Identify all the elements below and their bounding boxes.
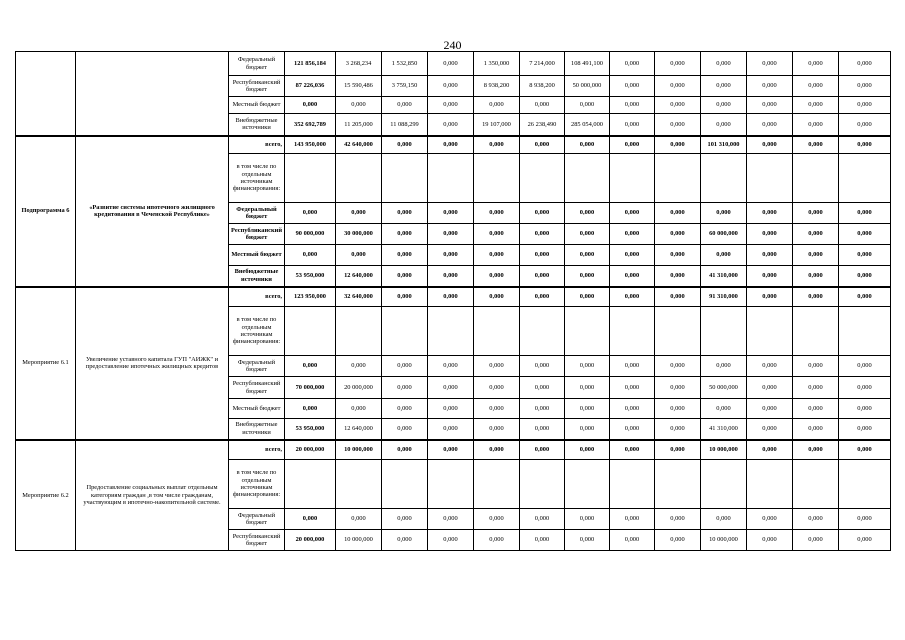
value-cell: 19 107,000	[474, 114, 520, 136]
value-cell	[701, 154, 747, 203]
value-cell: 0,000	[655, 245, 701, 266]
value-cell: 0,000	[520, 245, 565, 266]
funding-source-label: Республиканский бюджет	[229, 530, 285, 551]
value-cell: 0,000	[474, 203, 520, 224]
value-cell: 0,000	[336, 97, 382, 114]
value-cell: 0,000	[655, 356, 701, 377]
value-cell: 0,000	[428, 377, 474, 399]
value-cell: 0,000	[655, 97, 701, 114]
program-code: Мероприятие 6.2	[16, 440, 76, 551]
total-cell: 121 856,184	[285, 52, 336, 76]
value-cell	[655, 154, 701, 203]
value-cell: 0,000	[839, 76, 891, 97]
total-cell: 20 000,000	[285, 530, 336, 551]
value-cell: 0,000	[565, 440, 610, 460]
value-cell: 0,000	[565, 224, 610, 245]
value-cell: 0,000	[747, 530, 793, 551]
value-cell: 0,000	[565, 97, 610, 114]
funding-source-label: в том числе по отдельным источникам финансирования:	[229, 154, 285, 203]
value-cell: 0,000	[382, 377, 428, 399]
value-cell: 0,000	[655, 419, 701, 440]
value-cell: 0,000	[610, 419, 655, 440]
value-cell: 0,000	[793, 356, 839, 377]
value-cell: 0,000	[428, 245, 474, 266]
value-cell: 41 310,000	[701, 266, 747, 287]
total-cell: 352 692,789	[285, 114, 336, 136]
value-cell: 0,000	[610, 440, 655, 460]
total-cell: 53 950,000	[285, 266, 336, 287]
value-cell: 10 000,000	[336, 530, 382, 551]
value-cell: 0,000	[839, 419, 891, 440]
value-cell: 0,000	[610, 287, 655, 307]
funding-source-label: Федеральный бюджет	[229, 52, 285, 76]
value-cell: 0,000	[793, 266, 839, 287]
value-cell	[655, 460, 701, 509]
value-cell: 0,000	[336, 245, 382, 266]
funding-source-label: всего,	[229, 287, 285, 307]
value-cell: 0,000	[382, 97, 428, 114]
value-cell: 0,000	[474, 509, 520, 530]
value-cell: 0,000	[839, 356, 891, 377]
value-cell: 0,000	[701, 114, 747, 136]
value-cell: 0,000	[428, 530, 474, 551]
total-cell	[285, 154, 336, 203]
value-cell: 0,000	[839, 224, 891, 245]
value-cell	[474, 460, 520, 509]
value-cell: 0,000	[839, 136, 891, 154]
value-cell: 8 938,200	[474, 76, 520, 97]
value-cell: 0,000	[701, 509, 747, 530]
value-cell: 0,000	[747, 509, 793, 530]
value-cell: 0,000	[655, 287, 701, 307]
value-cell: 0,000	[520, 287, 565, 307]
value-cell: 0,000	[839, 245, 891, 266]
value-cell	[747, 307, 793, 356]
value-cell: 0,000	[747, 224, 793, 245]
value-cell: 0,000	[701, 203, 747, 224]
value-cell: 0,000	[474, 377, 520, 399]
value-cell: 0,000	[610, 509, 655, 530]
value-cell: 1 532,850	[382, 52, 428, 76]
value-cell: 0,000	[428, 356, 474, 377]
value-cell: 0,000	[520, 530, 565, 551]
value-cell	[839, 307, 891, 356]
value-cell	[474, 307, 520, 356]
value-cell: 0,000	[610, 114, 655, 136]
value-cell: 0,000	[839, 203, 891, 224]
value-cell: 0,000	[382, 287, 428, 307]
value-cell: 8 938,200	[520, 76, 565, 97]
funding-source-label: всего,	[229, 136, 285, 154]
value-cell: 0,000	[428, 114, 474, 136]
total-cell	[285, 307, 336, 356]
total-cell: 123 950,000	[285, 287, 336, 307]
value-cell: 0,000	[747, 399, 793, 419]
value-cell: 0,000	[520, 356, 565, 377]
value-cell: 0,000	[474, 440, 520, 460]
value-cell: 0,000	[520, 419, 565, 440]
value-cell: 0,000	[747, 356, 793, 377]
funding-table	[15, 51, 891, 551]
value-cell: 0,000	[701, 245, 747, 266]
total-cell: 0,000	[285, 203, 336, 224]
value-cell: 0,000	[428, 419, 474, 440]
value-cell: 0,000	[336, 399, 382, 419]
value-cell: 101 310,000	[701, 136, 747, 154]
value-cell	[428, 460, 474, 509]
value-cell: 0,000	[382, 203, 428, 224]
value-cell: 0,000	[565, 136, 610, 154]
value-cell: 0,000	[610, 377, 655, 399]
value-cell: 0,000	[610, 136, 655, 154]
total-cell: 0,000	[285, 245, 336, 266]
value-cell: 0,000	[655, 76, 701, 97]
value-cell: 0,000	[747, 114, 793, 136]
value-cell: 0,000	[336, 203, 382, 224]
value-cell: 12 640,000	[336, 419, 382, 440]
value-cell: 11 205,000	[336, 114, 382, 136]
value-cell: 0,000	[428, 136, 474, 154]
value-cell: 0,000	[793, 52, 839, 76]
value-cell: 0,000	[793, 509, 839, 530]
funding-source-label: Местный бюджет	[229, 245, 285, 266]
value-cell: 0,000	[382, 266, 428, 287]
value-cell: 0,000	[565, 509, 610, 530]
value-cell: 0,000	[474, 419, 520, 440]
value-cell: 108 491,100	[565, 52, 610, 76]
value-cell: 0,000	[793, 136, 839, 154]
value-cell: 0,000	[565, 266, 610, 287]
value-cell: 0,000	[610, 224, 655, 245]
value-cell: 0,000	[565, 245, 610, 266]
value-cell: 0,000	[839, 114, 891, 136]
funding-source-label: Внебюджетные источники	[229, 266, 285, 287]
value-cell: 0,000	[474, 224, 520, 245]
program-code: Подпрограмма 6	[16, 136, 76, 287]
value-cell	[701, 307, 747, 356]
value-cell: 0,000	[336, 356, 382, 377]
value-cell: 0,000	[747, 52, 793, 76]
value-cell: 12 640,000	[336, 266, 382, 287]
value-cell: 3 268,234	[336, 52, 382, 76]
value-cell: 0,000	[474, 356, 520, 377]
value-cell: 0,000	[655, 266, 701, 287]
value-cell	[428, 307, 474, 356]
value-cell: 0,000	[428, 399, 474, 419]
value-cell: 0,000	[610, 203, 655, 224]
value-cell: 7 214,000	[520, 52, 565, 76]
value-cell	[382, 154, 428, 203]
value-cell: 0,000	[428, 97, 474, 114]
funding-source-label: Федеральный бюджет	[229, 356, 285, 377]
value-cell: 0,000	[839, 97, 891, 114]
funding-source-label: Внебюджетные источники	[229, 114, 285, 136]
value-cell: 0,000	[520, 136, 565, 154]
value-cell: 0,000	[793, 224, 839, 245]
funding-source-label: Федеральный бюджет	[229, 203, 285, 224]
value-cell: 1 350,000	[474, 52, 520, 76]
value-cell	[793, 307, 839, 356]
value-cell: 0,000	[428, 440, 474, 460]
value-cell	[610, 307, 655, 356]
value-cell: 0,000	[839, 440, 891, 460]
value-cell: 0,000	[428, 52, 474, 76]
value-cell: 0,000	[610, 52, 655, 76]
value-cell: 0,000	[793, 440, 839, 460]
total-cell: 90 000,000	[285, 224, 336, 245]
value-cell: 0,000	[520, 266, 565, 287]
value-cell: 0,000	[520, 224, 565, 245]
value-cell: 26 238,490	[520, 114, 565, 136]
value-cell: 0,000	[701, 52, 747, 76]
value-cell: 0,000	[793, 377, 839, 399]
funding-source-label: Местный бюджет	[229, 399, 285, 419]
value-cell: 91 310,000	[701, 287, 747, 307]
value-cell: 0,000	[655, 52, 701, 76]
value-cell: 0,000	[382, 356, 428, 377]
value-cell	[701, 460, 747, 509]
table-row	[16, 440, 891, 460]
value-cell: 0,000	[747, 136, 793, 154]
value-cell: 0,000	[382, 509, 428, 530]
table-row	[16, 52, 891, 76]
value-cell: 60 000,000	[701, 224, 747, 245]
total-cell: 87 226,036	[285, 76, 336, 97]
page-number: 240	[443, 38, 462, 52]
value-cell: 0,000	[428, 224, 474, 245]
value-cell: 0,000	[655, 509, 701, 530]
value-cell: 0,000	[565, 399, 610, 419]
value-cell: 11 088,299	[382, 114, 428, 136]
program-code: Мероприятие 6.1	[16, 287, 76, 440]
total-cell: 53 950,000	[285, 419, 336, 440]
value-cell: 0,000	[520, 440, 565, 460]
funding-source-label: Внебюджетные источники	[229, 419, 285, 440]
value-cell: 0,000	[382, 136, 428, 154]
value-cell: 0,000	[565, 356, 610, 377]
value-cell: 0,000	[382, 440, 428, 460]
funding-source-label: в том числе по отдельным источникам финансирования:	[229, 460, 285, 509]
total-cell	[285, 460, 336, 509]
value-cell: 0,000	[839, 266, 891, 287]
value-cell	[520, 154, 565, 203]
value-cell: 0,000	[655, 377, 701, 399]
value-cell: 0,000	[520, 203, 565, 224]
funding-source-label: Федеральный бюджет	[229, 509, 285, 530]
value-cell: 20 000,000	[336, 377, 382, 399]
value-cell: 10 000,000	[336, 440, 382, 460]
value-cell	[565, 460, 610, 509]
value-cell: 0,000	[565, 419, 610, 440]
table-row	[16, 136, 891, 154]
value-cell: 0,000	[565, 287, 610, 307]
value-cell	[747, 154, 793, 203]
value-cell: 0,000	[610, 530, 655, 551]
value-cell: 0,000	[839, 377, 891, 399]
value-cell	[382, 460, 428, 509]
total-cell: 0,000	[285, 97, 336, 114]
value-cell: 42 640,000	[336, 136, 382, 154]
value-cell	[428, 154, 474, 203]
value-cell: 0,000	[747, 287, 793, 307]
value-cell: 0,000	[655, 530, 701, 551]
value-cell: 0,000	[474, 266, 520, 287]
value-cell	[839, 154, 891, 203]
value-cell: 0,000	[747, 266, 793, 287]
value-cell: 0,000	[793, 287, 839, 307]
value-cell: 0,000	[474, 136, 520, 154]
value-cell: 0,000	[655, 440, 701, 460]
value-cell: 0,000	[701, 76, 747, 97]
value-cell: 0,000	[747, 419, 793, 440]
value-cell	[747, 460, 793, 509]
value-cell: 0,000	[655, 203, 701, 224]
value-cell: 0,000	[382, 224, 428, 245]
value-cell: 50 000,000	[565, 76, 610, 97]
total-cell: 143 950,000	[285, 136, 336, 154]
value-cell: 0,000	[474, 530, 520, 551]
value-cell: 0,000	[655, 136, 701, 154]
value-cell: 0,000	[474, 287, 520, 307]
value-cell: 0,000	[793, 245, 839, 266]
funding-source-label: Республиканский бюджет	[229, 76, 285, 97]
value-cell: 0,000	[565, 377, 610, 399]
value-cell: 0,000	[793, 97, 839, 114]
total-cell: 0,000	[285, 509, 336, 530]
value-cell: 10 000,000	[701, 530, 747, 551]
value-cell	[610, 154, 655, 203]
value-cell: 285 054,000	[565, 114, 610, 136]
value-cell: 0,000	[839, 287, 891, 307]
value-cell: 0,000	[474, 399, 520, 419]
value-cell: 0,000	[747, 377, 793, 399]
value-cell: 0,000	[655, 399, 701, 419]
value-cell: 0,000	[610, 399, 655, 419]
value-cell: 32 640,000	[336, 287, 382, 307]
value-cell: 0,000	[382, 419, 428, 440]
value-cell: 0,000	[474, 245, 520, 266]
value-cell: 0,000	[839, 509, 891, 530]
value-cell	[839, 460, 891, 509]
value-cell: 3 759,150	[382, 76, 428, 97]
value-cell	[655, 307, 701, 356]
value-cell: 0,000	[565, 530, 610, 551]
value-cell	[474, 154, 520, 203]
value-cell: 0,000	[565, 203, 610, 224]
funding-source-label: Республиканский бюджет	[229, 224, 285, 245]
value-cell	[520, 307, 565, 356]
program-code	[16, 52, 76, 136]
value-cell	[336, 154, 382, 203]
value-cell: 0,000	[793, 399, 839, 419]
funding-source-label: Республиканский бюджет	[229, 377, 285, 399]
value-cell: 0,000	[428, 266, 474, 287]
value-cell: 0,000	[793, 530, 839, 551]
value-cell: 0,000	[428, 203, 474, 224]
value-cell: 0,000	[793, 419, 839, 440]
value-cell: 0,000	[747, 76, 793, 97]
value-cell: 0,000	[655, 224, 701, 245]
value-cell: 0,000	[747, 97, 793, 114]
value-cell: 0,000	[382, 399, 428, 419]
value-cell: 0,000	[747, 245, 793, 266]
program-description: Увеличение уставного капитала ГУП "АИЖК" и предоставление ипотечных жилищных кредитов	[76, 287, 229, 440]
funding-source-label: Местный бюджет	[229, 97, 285, 114]
total-cell: 20 000,000	[285, 440, 336, 460]
value-cell: 50 000,000	[701, 377, 747, 399]
value-cell: 0,000	[610, 356, 655, 377]
total-cell: 70 000,000	[285, 377, 336, 399]
program-description: Предоставление социальных выплат отдельным категориям граждан ,в том числе гражданам, участвующим в ипотечно-накопительной системе.	[76, 440, 229, 551]
value-cell	[565, 307, 610, 356]
program-description	[76, 52, 229, 136]
value-cell: 0,000	[839, 52, 891, 76]
value-cell: 0,000	[655, 114, 701, 136]
value-cell	[336, 307, 382, 356]
value-cell	[565, 154, 610, 203]
value-cell: 15 590,486	[336, 76, 382, 97]
value-cell: 30 000,000	[336, 224, 382, 245]
value-cell: 0,000	[747, 203, 793, 224]
value-cell: 0,000	[610, 245, 655, 266]
program-description: «Развитие системы ипотечного жилищного кредитования в Чеченской Республике»	[76, 136, 229, 287]
value-cell: 0,000	[793, 203, 839, 224]
table-row	[16, 287, 891, 307]
value-cell: 0,000	[520, 97, 565, 114]
value-cell: 0,000	[610, 266, 655, 287]
value-cell: 0,000	[428, 509, 474, 530]
funding-source-label: в том числе по отдельным источникам финансирования:	[229, 307, 285, 356]
value-cell: 0,000	[701, 356, 747, 377]
value-cell: 0,000	[701, 399, 747, 419]
value-cell: 0,000	[428, 287, 474, 307]
value-cell: 0,000	[610, 97, 655, 114]
value-cell	[793, 154, 839, 203]
value-cell	[610, 460, 655, 509]
total-cell: 0,000	[285, 356, 336, 377]
value-cell: 0,000	[839, 399, 891, 419]
value-cell: 0,000	[520, 377, 565, 399]
value-cell: 0,000	[428, 76, 474, 97]
value-cell: 0,000	[610, 76, 655, 97]
value-cell	[793, 460, 839, 509]
value-cell: 0,000	[382, 245, 428, 266]
value-cell: 0,000	[336, 509, 382, 530]
value-cell: 0,000	[793, 76, 839, 97]
value-cell: 0,000	[520, 509, 565, 530]
value-cell	[382, 307, 428, 356]
funding-source-label: всего,	[229, 440, 285, 460]
value-cell: 0,000	[474, 97, 520, 114]
value-cell: 10 000,000	[701, 440, 747, 460]
value-cell	[336, 460, 382, 509]
value-cell: 41 310,000	[701, 419, 747, 440]
value-cell: 0,000	[793, 114, 839, 136]
value-cell: 0,000	[382, 530, 428, 551]
value-cell: 0,000	[520, 399, 565, 419]
value-cell	[520, 460, 565, 509]
value-cell: 0,000	[701, 97, 747, 114]
value-cell: 0,000	[839, 530, 891, 551]
total-cell: 0,000	[285, 399, 336, 419]
value-cell: 0,000	[747, 440, 793, 460]
